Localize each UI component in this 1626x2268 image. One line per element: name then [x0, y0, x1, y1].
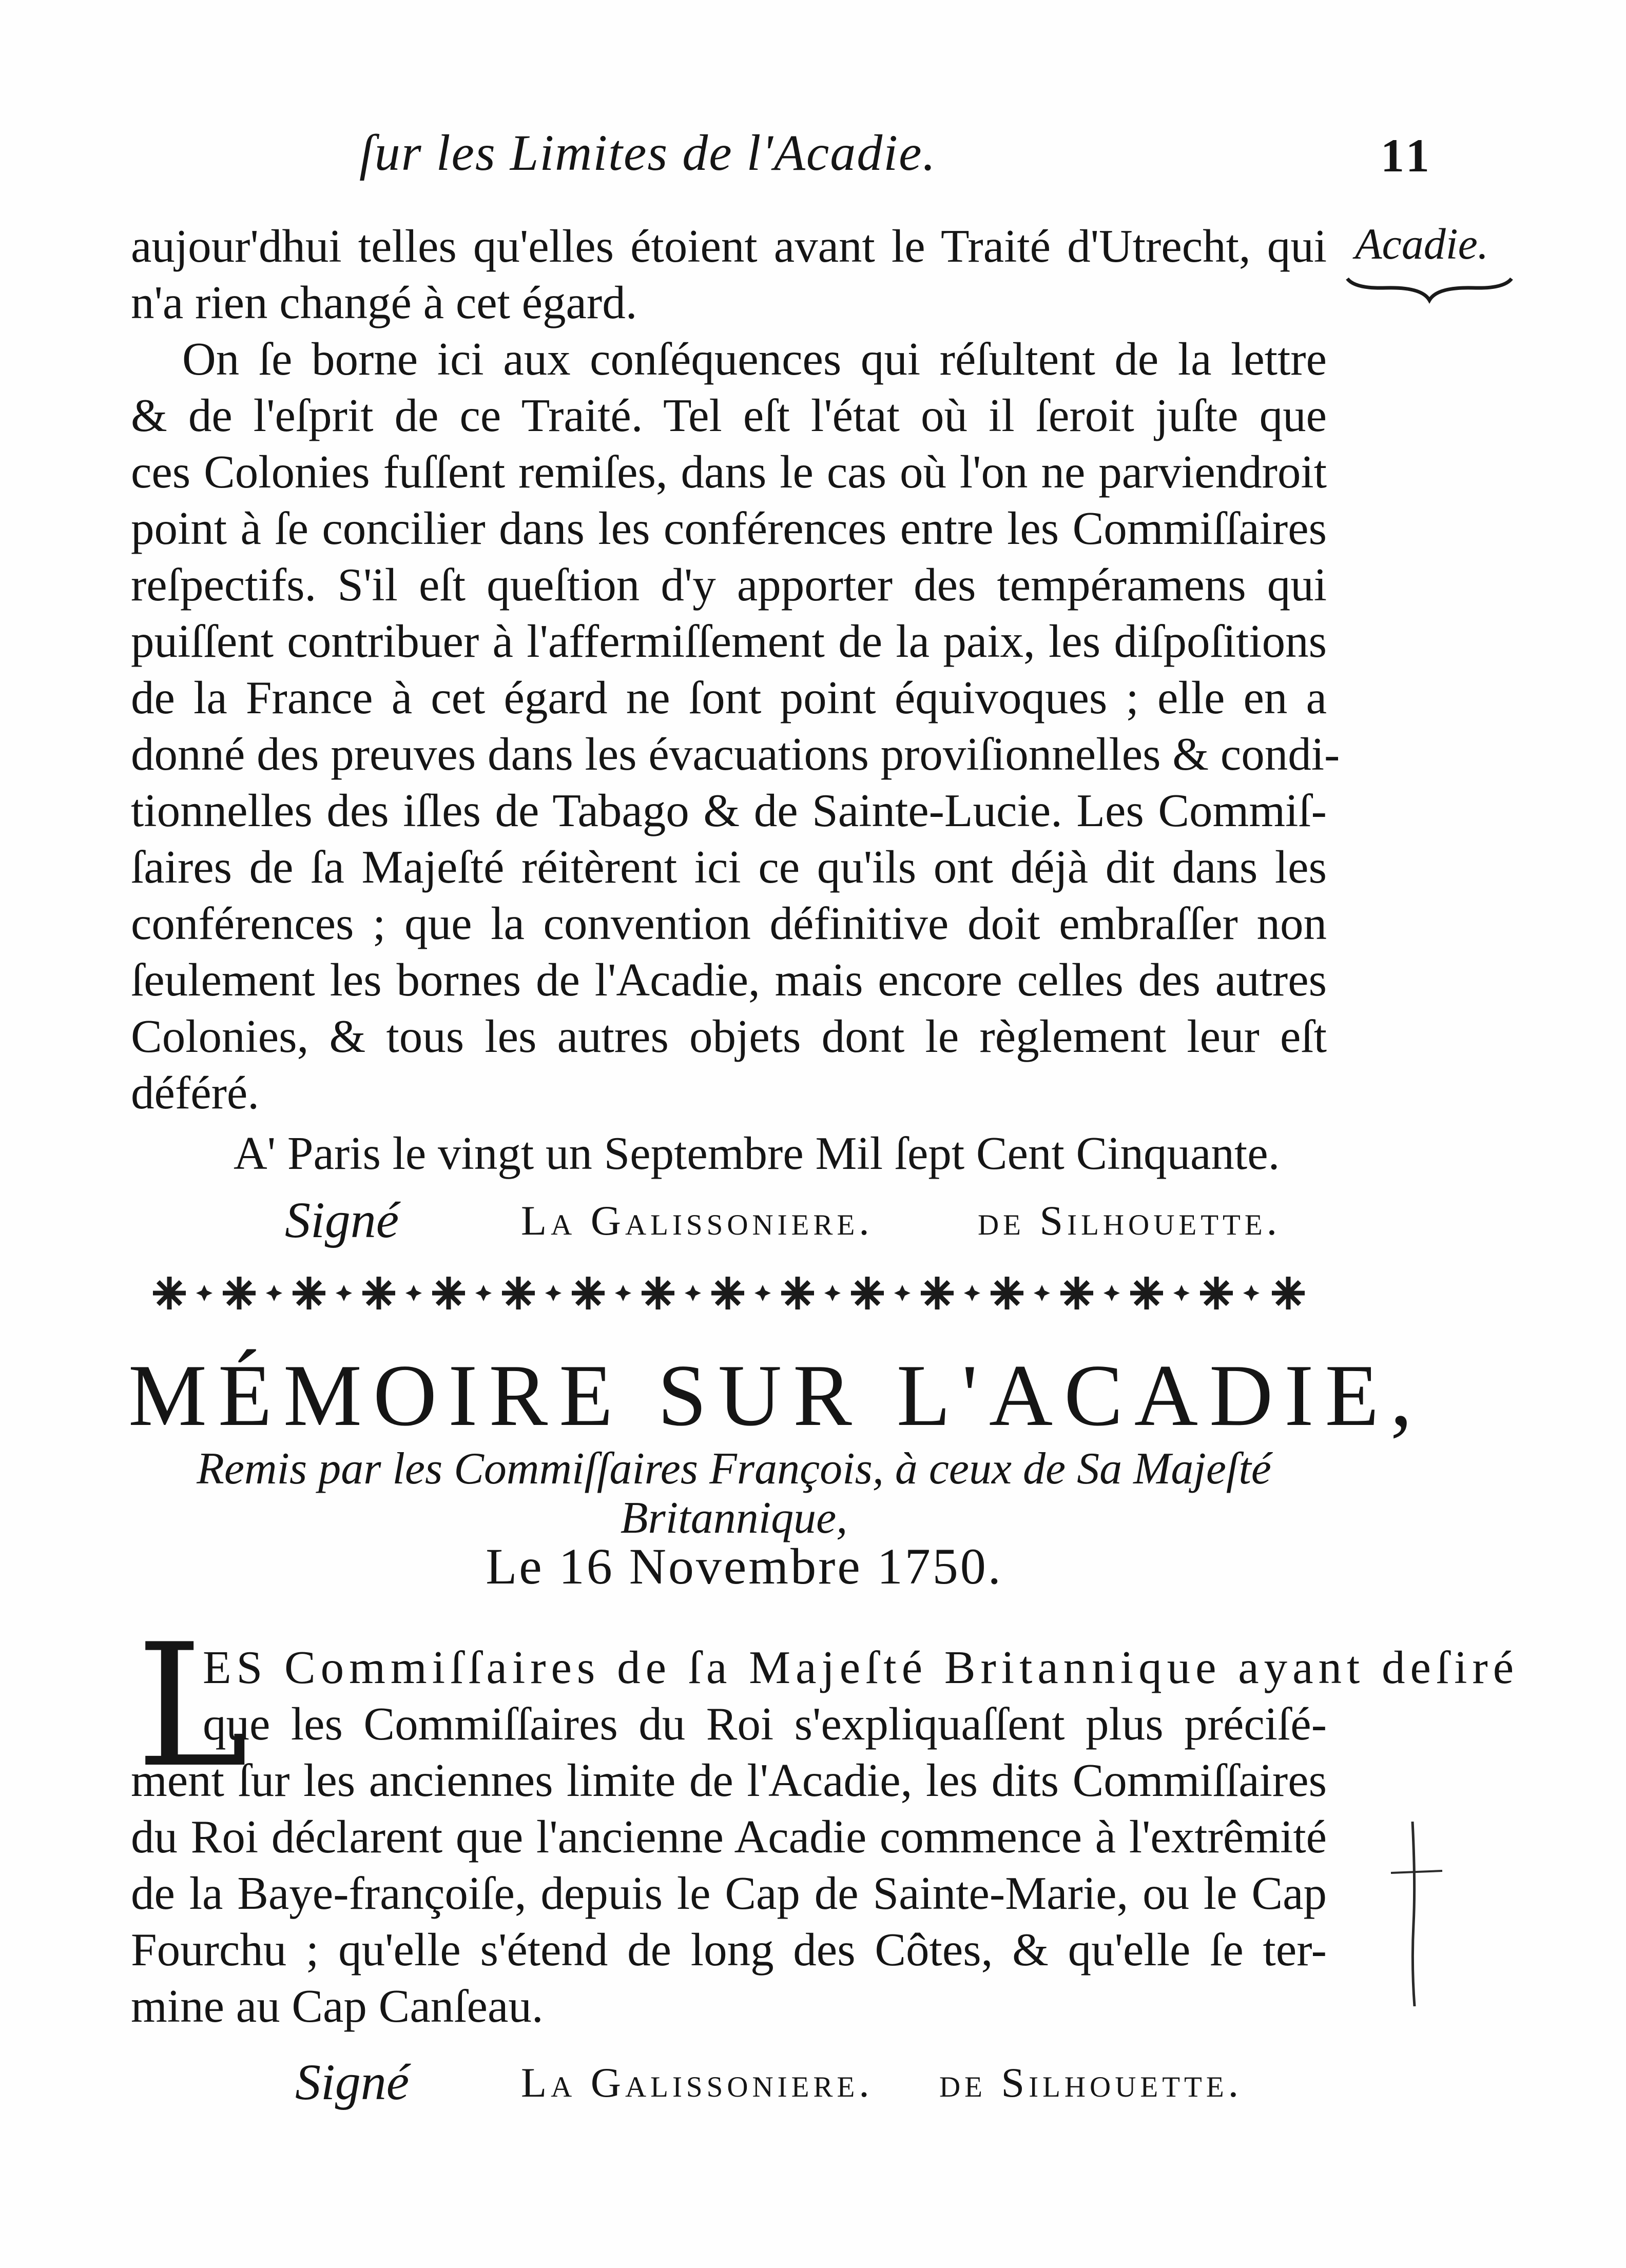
text-line: Colonies, & tous les autres objets dont le règlement leur eſt: [131, 1010, 1327, 1062]
drop-cap: L: [136, 1608, 249, 1805]
text-line: déféré.: [131, 1067, 260, 1119]
text-line: aujour'dhui telles qu'elles étoient avant le Traité d'Utrecht, qui: [131, 220, 1327, 272]
signature-label: Signé: [295, 2054, 410, 2110]
running-head: ſur les Limites de l'Acadie.: [359, 124, 937, 181]
signature-block: [0, 2052, 1626, 2114]
text-line: reſpectifs. S'il eſt queſtion d'y apporter des tempéramens qui: [131, 559, 1327, 611]
signatory-name: La Galissoniere.: [521, 1197, 874, 1244]
text-line: de la France à cet égard ne ſont point équivoques ; elle en a: [131, 672, 1327, 724]
margin-brace-icon: [1345, 275, 1514, 305]
text-line: n'a rien changé à cet égard.: [131, 277, 637, 328]
margin-note: Acadie.: [1355, 219, 1489, 268]
text-line: ſaires de ſa Majeſté réitèrent ici ce qu'ils ont déjà dit dans les: [131, 841, 1327, 893]
text-line: On ſe borne ici aux conſéquences qui réſultent de la lettre: [182, 333, 1327, 385]
text-line-fragment: ES Commiſſaires de ſa Majeſté Britannique ayant deſiré: [203, 1641, 1519, 1693]
text-line: ment ſur les anciennes limite de l'Acadie, les dits Commiſſaires: [131, 1754, 1327, 1806]
text-line: & de l'eſprit de ce Traité. Tel eſt l'état où il ſeroit juſte que: [131, 389, 1327, 441]
text-line: de la Baye-françoiſe, depuis le Cap de Sainte-Marie, ou le Cap: [131, 1867, 1327, 1919]
text-line: mine au Cap Canſeau.: [131, 1980, 544, 2032]
text-line: conférences ; que la convention définitive doit embraſſer non: [131, 897, 1327, 949]
signatory-name: de Silhouette.: [939, 2059, 1243, 2106]
memoir-title: MÉMOIRE SUR L'ACADIE,: [128, 1347, 1424, 1444]
page-number: 11: [1381, 129, 1434, 182]
text-line: du Roi déclarent que l'ancienne Acadie commence à l'extrêmité: [131, 1811, 1327, 1863]
text-line: ces Colonies fuſſent remiſes, dans le cas où l'on ne parviendroit: [131, 446, 1327, 498]
ornament-band-icon: [149, 1270, 1319, 1316]
margin-mark-icon: [1386, 1822, 1447, 2006]
signatory-name: La Galissoniere.: [521, 2059, 874, 2106]
signature-block: [0, 1190, 1626, 1252]
text-line: que les Commiſſaires du Roi s'expliquaſſent plus préciſé-: [203, 1698, 1327, 1750]
text-line: tionnelles des iſles de Tabago & de Sainte-Lucie. Les Commiſ-: [131, 785, 1327, 836]
text-line: point à ſe concilier dans les conférences entre les Commiſſaires: [131, 502, 1327, 554]
text-line: donné des preuves dans les évacuations proviſionnelles & condi-: [131, 728, 1340, 780]
closing-dateline: A' Paris le vingt un Septembre Mil ſept Cent Cinquante.: [234, 1127, 1280, 1179]
text-line: ſeulement les bornes de l'Acadie, mais encore celles des autres: [131, 954, 1327, 1006]
text-line: puiſſent contribuer à l'affermiſſement de la paix, les diſpoſitions: [131, 615, 1327, 667]
memoir-date: Le 16 Novembre 1750.: [486, 1538, 1003, 1595]
signatory-name: de Silhouette.: [978, 1197, 1282, 1244]
text-line: Fourchu ; qu'elle s'étend de long des Côtes, & qu'elle ſe ter-: [131, 1924, 1327, 1976]
text-line: [203, 1639, 1519, 1696]
signature-label: Signé: [285, 1191, 399, 1248]
memoir-subtitle: Remis par les Commiſſaires François, à ceux de Sa Majeſté Britannique,: [197, 1444, 1271, 1543]
